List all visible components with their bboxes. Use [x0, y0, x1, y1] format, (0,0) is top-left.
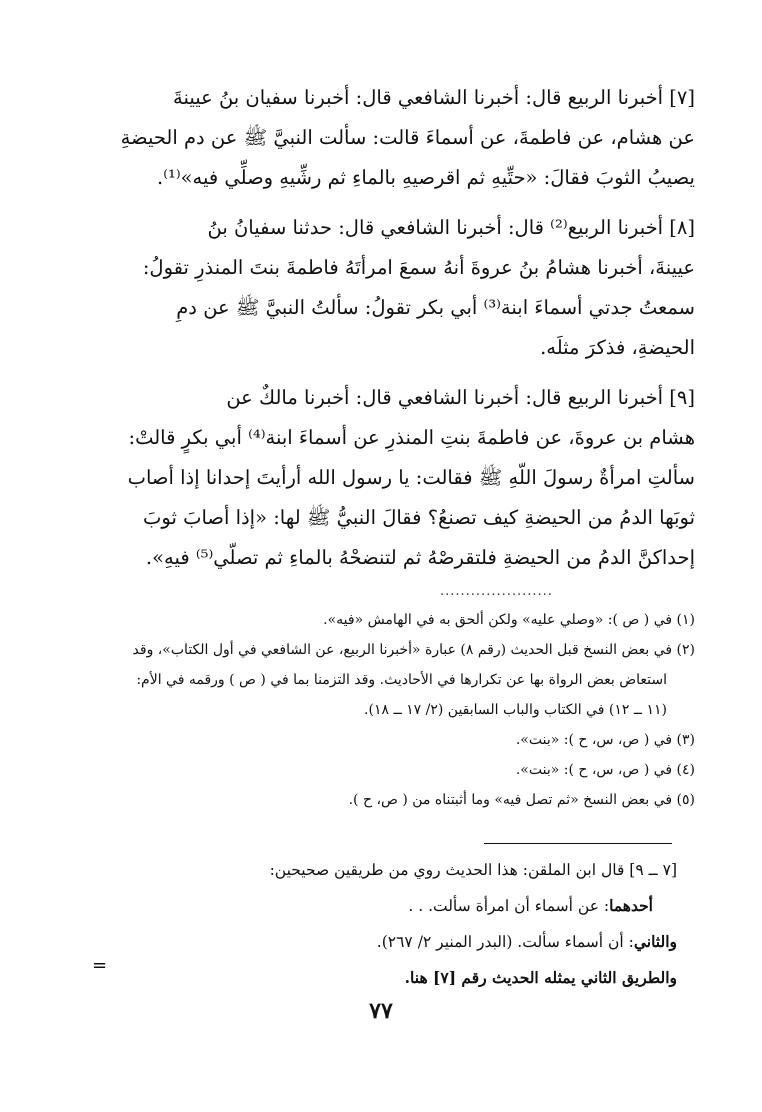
notes-divider	[484, 843, 672, 844]
footnote-1: (١) في ( ص ): «وصلي عليه» ولكن ألحق به في الهامش «فيه».	[323, 612, 695, 628]
commentary-notes	[77, 852, 677, 996]
hadith-9-line-4: ثوبَها الدمُ من الحيضةِ كيف تصنعُ؟ فقالَ النبيُّ ﷺ لها: «إذا أصابَ ثوبَ	[143, 506, 695, 529]
note-term-path: والطريق الثاني يمثله الحديث رقم [٧] هنا.	[404, 968, 677, 987]
note-term-second: والثاني	[633, 932, 677, 951]
note-line-3	[77, 924, 677, 960]
main-text	[70, 78, 695, 588]
footnote-5: (٥) في بعض النسخ «ثم تصل فيه» وما أثبتناه من ( ص، ح ).	[348, 792, 695, 808]
note-line-1: [٧ ــ ٩] قال ابن الملقن: هذا الحديث روي من طريقين صحيحين:	[269, 861, 677, 879]
hadith-9-line-3: سألتِ امرأةٌ رسولَ اللّهِ ﷺ فقالت: يا رسول الله أرأيتَ إحدانا إذا أصاب	[127, 466, 695, 489]
footnotes	[70, 605, 695, 815]
note-line-4	[77, 960, 677, 996]
hadith-9-line-5: إحداكنَّ الدمُ من الحيضةِ فلتقرصْهُ ثم لتنضحْهُ بالماءِ ثم تصلّي⁽⁵⁾ فيهِ».	[145, 546, 695, 569]
hadith-7-line-2: عن هشام، عن فاطمةَ، عن أسماءَ قالت: سألت النبيَّ ﷺ عن دم الحيضةِ	[120, 126, 695, 149]
continuation-mark: =	[92, 955, 108, 976]
hadith-8-line-1: [٨] أخبرنا الربيع⁽²⁾ قال: أخبرنا الشافعي قال: حدثنا سفيانُ بنُ	[207, 216, 695, 239]
hadith-8	[70, 208, 695, 368]
note-text: : عن أسماء أن امرأة سألت. . .	[408, 897, 610, 915]
footnote-separator: ......................	[440, 584, 553, 599]
hadith-7-line-3: يصيبُ الثوبَ فقالَ: «حتِّيهِ ثم اقرصيهِ بالماءِ ثم رشِّيهِ وصلِّي فيه»⁽¹⁾.	[157, 166, 695, 189]
hadith-7-line-1: [٧] أخبرنا الربيع قال: أخبرنا الشافعي قال: أخبرنا سفيان بنُ عيينةَ	[173, 86, 695, 109]
hadith-8-line-4: الحيضةِ، فذكرَ مثلَه.	[540, 336, 695, 359]
note-text: : أن أسماء سألت. (البدر المنير ٢/ ٢٦٧).	[376, 933, 634, 951]
hadith-9-line-1: [٩] أخبرنا الربيع قال: أخبرنا الشافعي قال: أخبرنا مالكٌ عن	[226, 386, 695, 409]
hadith-8-line-2: عيينةَ، أخبرنا هشامُ بنُ عروةَ أنهُ سمعَ امرأتَهُ فاطمةَ بنتَ المنذرِ تقولُ:	[142, 256, 695, 279]
footnote-4: (٤) في ( ص، س، ح ): «بنت».	[515, 762, 695, 778]
page-number: ٧٧	[369, 998, 393, 1024]
footnote-3: (٣) في ( ص، س، ح ): «بنت».	[515, 732, 695, 748]
hadith-9	[70, 378, 695, 578]
footnote-2-continuation: استعاض بعض الرواة بها عن تكرارها في الأحاديث. وقد التزمنا بما في ( ص ) ورقمه في الأم:	[136, 672, 667, 688]
note-line-2	[77, 888, 677, 924]
hadith-7	[70, 78, 695, 198]
hadith-9-line-2: هشام بن عروةَ، عن فاطمةَ بنتِ المنذرِ عن أسماءَ ابنة⁽⁴⁾ أبي بكرٍ قالتْ:	[128, 426, 695, 449]
note-term-first: أحدهما	[609, 896, 653, 915]
footnote-2-continuation: (١١ ــ ١٢) في الكتاب والباب السابقين (٢/ ١٧ ــ ١٨).	[364, 702, 667, 718]
footnote-2: (٢) في بعض النسخ قبل الحديث (رقم ٨) عبارة «أخبرنا الربيع، عن الشافعي في أول الكتاب»، وقد	[132, 642, 695, 658]
hadith-8-line-3: سمعتُ جدتي أسماءَ ابنة⁽³⁾ أبي بكر تقولُ: سألتُ النبيَّ ﷺ عن دمِ	[176, 296, 695, 319]
